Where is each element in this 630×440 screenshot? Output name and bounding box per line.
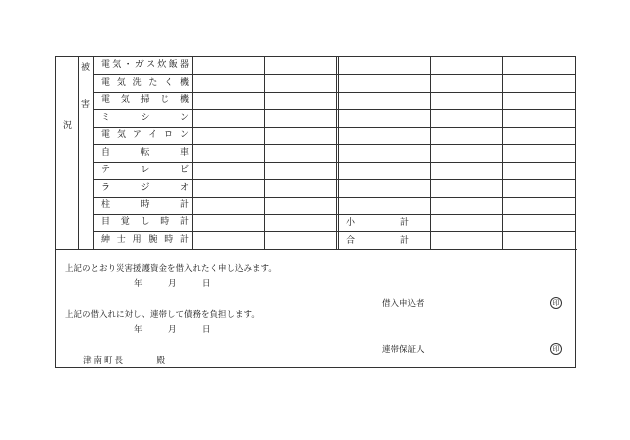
- item-label: 紳士用腕時計: [101, 235, 189, 245]
- item-label: 自転車: [101, 148, 189, 158]
- guarantor-seal-icon: 印: [550, 343, 562, 355]
- divider-side: [93, 57, 94, 249]
- side-label-outer: 況: [63, 121, 73, 131]
- guarantee-date: 年 月 日: [134, 325, 211, 335]
- item-label: 電気洗たく機: [101, 78, 189, 88]
- divider-col2: [336, 57, 337, 249]
- applicant-label: 借入申込者: [382, 299, 425, 309]
- item-label: 電気・ガス炊飯器: [101, 60, 189, 70]
- divider-col3: [430, 57, 431, 249]
- guarantor-label: 連帯保証人: [382, 345, 425, 355]
- divider-item: [192, 57, 193, 249]
- item-label: 目覚し時計: [101, 217, 189, 227]
- item-label: 柱時計: [101, 200, 189, 210]
- total-label: 合 計: [346, 236, 410, 246]
- divider-col2b: [338, 57, 339, 249]
- applicant-seal-icon: 印: [550, 297, 562, 309]
- item-label: テレビ: [101, 165, 189, 175]
- divider-col1: [264, 57, 265, 249]
- divider-left: [78, 57, 79, 249]
- application-form: [55, 56, 576, 368]
- subtotal-label: 小 計: [346, 218, 410, 228]
- side-label-mid: 害: [81, 100, 91, 110]
- item-label: 電気掃じ機: [101, 95, 189, 105]
- item-label: ミシン: [101, 113, 189, 123]
- application-statement: 上記のとおり災害援護資金を借入れたく申し込みます。: [65, 264, 277, 274]
- addressee: 津南町長 殿: [83, 356, 168, 366]
- application-date: 年 月 日: [134, 279, 211, 289]
- item-label: 電気アイロン: [101, 130, 189, 140]
- table-bottom-line: [56, 249, 577, 250]
- side-label-top: 被: [81, 63, 91, 73]
- guarantee-statement: 上記の借入れに対し、連帯して債務を負担します。: [65, 310, 260, 320]
- item-label: ラジオ: [101, 183, 189, 193]
- divider-col4: [502, 57, 503, 249]
